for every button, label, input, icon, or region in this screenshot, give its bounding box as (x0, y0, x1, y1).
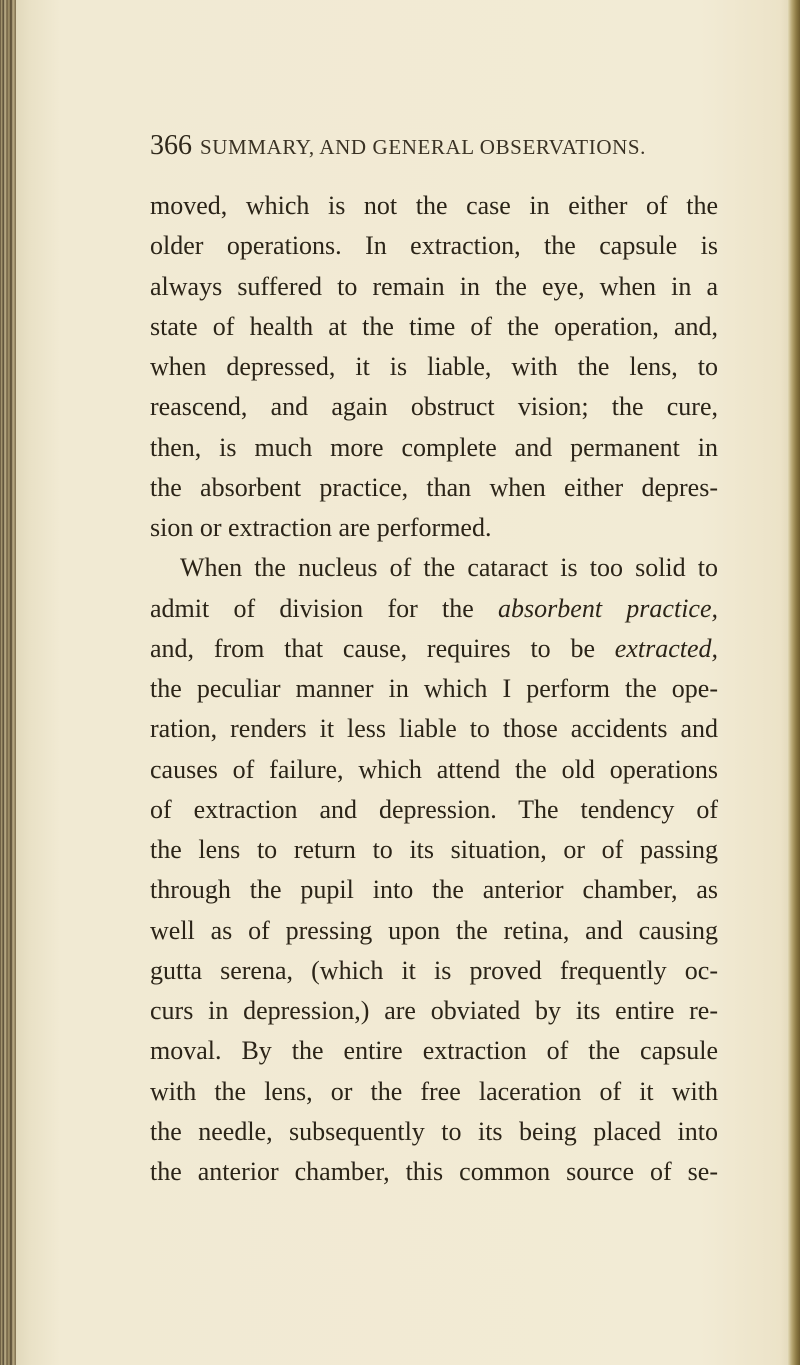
text-line: well as of pressing upon the retina, and causing (150, 915, 718, 945)
running-head: SUMMARY, AND GENERAL OBSERVATIONS. (200, 135, 646, 159)
text-line: the needle, subsequently to its being placed into (150, 1116, 718, 1146)
text-line (150, 629, 718, 669)
text-line: sion or extraction are performed. (150, 513, 492, 542)
text-line: When the nucleus of the cataract is too solid to (180, 553, 718, 583)
text-line: the absorbent practice, than when either depres- (150, 472, 718, 502)
text-line: moval. By the entire extraction of the capsule (150, 1036, 718, 1066)
text-line: state of health at the time of the operation, and, (150, 311, 718, 341)
text-line: then, is much more complete and permanent in (150, 432, 718, 462)
text-line: the peculiar manner in which I perform the ope- (150, 674, 718, 703)
text-line: when depressed, it is liable, with the lens, to (150, 352, 718, 381)
body-text (150, 186, 718, 1192)
text-line: the anterior chamber, this common source of se- (150, 1157, 718, 1186)
text-line: curs in depression,) are obviated by its entire re- (150, 996, 718, 1025)
text-segment: admit of division for the (150, 593, 499, 623)
text-segment: and, from that cause, requires to be (150, 633, 615, 663)
page-number: 366 (150, 130, 192, 161)
text-line: of extraction and depression. The tendency of (150, 794, 718, 824)
text-line: gutta serena, (which it is proved frequently oc- (150, 955, 718, 985)
text-line: causes of failure, which attend the old operations (150, 754, 718, 784)
text-line: moved, which is not the case in either of the (150, 191, 718, 220)
page-header (150, 130, 690, 160)
text-line (150, 589, 718, 629)
text-line: reascend, and again obstruct vision; the cure, (150, 392, 718, 422)
text-line: with the lens, or the free laceration of it with (150, 1076, 718, 1106)
text-line: always suffered to remain in the eye, when in a (150, 271, 718, 301)
text-line: through the pupil into the anterior chamber, as (150, 875, 718, 905)
italic-phrase: extracted, (614, 633, 718, 663)
text-line: ration, renders it less liable to those accidents and (150, 714, 718, 744)
book-spine (0, 0, 16, 1365)
text-line: the lens to return to its situation, or of passing (150, 835, 718, 864)
italic-phrase: absorbent practice, (498, 593, 718, 623)
page-edge (788, 0, 800, 1365)
text-line: older operations. In extraction, the capsule is (150, 231, 718, 261)
